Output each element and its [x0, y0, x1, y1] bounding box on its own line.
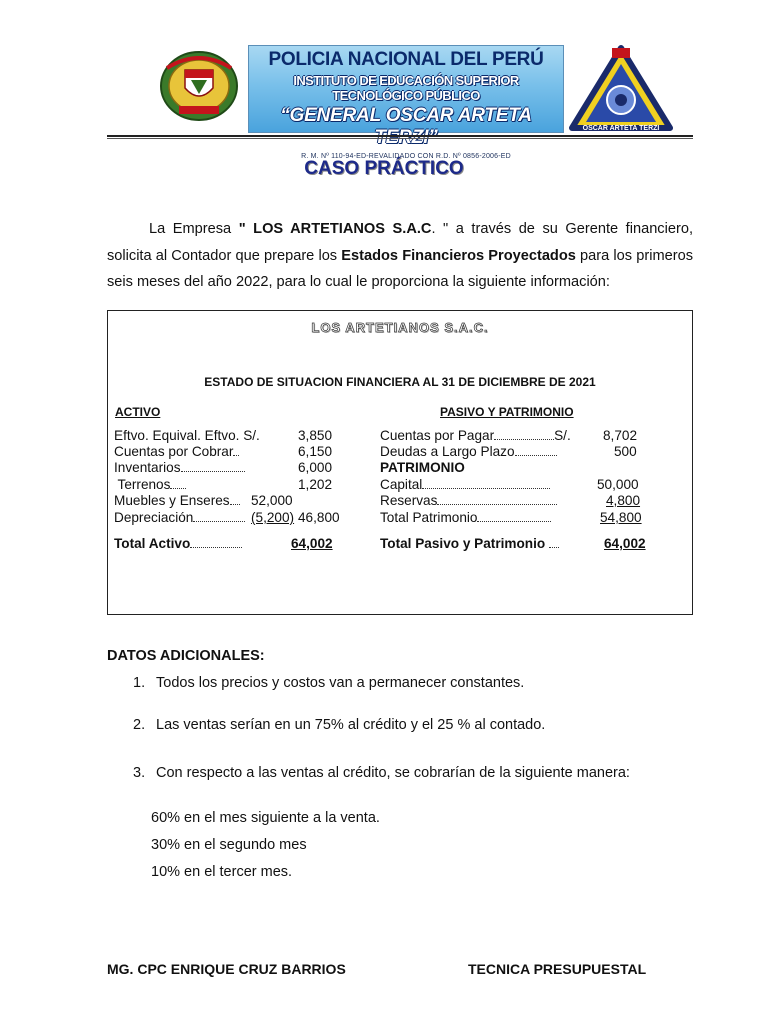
asset-subvalue: (5,200)	[251, 510, 295, 525]
statement-company-name: LOS ARTETIANOS S.A.C.	[311, 320, 489, 335]
collection-item: 60% en el mes siguiente a la venta.	[151, 810, 380, 826]
collection-item: 30% en el segundo mes	[151, 837, 307, 853]
liability-value: 8,702	[603, 428, 638, 443]
additional-data-heading: DATOS ADICIONALES:	[107, 648, 265, 664]
list-item: Todos los precios y costos van a permanecer constantes.	[156, 675, 525, 691]
list-item-number: 1.	[133, 675, 146, 691]
liability-value: 500	[614, 444, 637, 459]
equity-row: Total Patrimonio	[380, 510, 551, 526]
asset-row: Muebles y Enseres	[114, 493, 240, 509]
equity-row: Reservas	[380, 493, 557, 509]
total-liabilities-row: Total Pasivo y Patrimonio	[380, 536, 559, 552]
header-rule	[107, 135, 693, 137]
list-item: Con respecto a las ventas al crédito, se cobrarían de la siguiente manera:	[156, 765, 630, 781]
banner-line1: POLICIA NACIONAL DEL PERÚ	[268, 49, 544, 70]
banner-line3: “GENERAL OSCAR ARTETA	[280, 105, 532, 126]
list-item: Las ventas serían en un 75% al crédito y el 25 % al contado.	[156, 717, 546, 733]
police-crest-logo	[157, 48, 241, 122]
intro-text-1: La Empresa	[149, 221, 239, 237]
banner-line2: INSTITUTO DE EDUCACIÓN SUPERIOR TECNOLÓGICO PÚBLICO	[293, 73, 519, 103]
footer-author: MG. CPC ENRIQUE CRUZ BARRIOS	[107, 961, 346, 977]
right-seal-text: OSCAR ARTETA TERZI	[582, 125, 660, 132]
assets-heading: ACTIVO	[115, 405, 161, 419]
asset-value: 6,150	[298, 444, 333, 459]
asset-row: Cuentas por Cobrar	[114, 444, 239, 460]
equity-value: 50,000	[597, 477, 639, 492]
liabilities-heading: PASIVO Y PATRIMONIO	[440, 405, 574, 419]
asset-value: 1,202	[298, 477, 333, 492]
intro-text-2: . " a través de su Gerente financiero, solicita al Contador que prepare los	[107, 221, 693, 264]
institute-triangle-logo	[568, 44, 674, 134]
liability-row: Cuentas por Pagar S/.	[380, 428, 571, 443]
equity-row: Capital	[380, 477, 550, 493]
asset-value: 3,850	[298, 428, 333, 443]
total-assets-row: Total Activo	[114, 536, 242, 552]
asset-subvalue: 52,000	[251, 493, 293, 508]
liability-row: Deudas a Largo Plazo	[380, 444, 557, 460]
header-rule-thin	[107, 138, 693, 139]
asset-row: Depreciación	[114, 510, 245, 526]
intro-text-3: para los primeros seis meses del año 2022, para lo cual le proporciona la siguiente información:	[107, 247, 693, 290]
asset-row: Eftvo. Equival. Eftvo. S/.	[114, 428, 260, 443]
intro-bold-phrase: Estados Financieros Proyectados	[341, 247, 576, 264]
total-liabilities-value: 64,002	[604, 536, 646, 551]
page-title: CASO PRÁCTICO	[304, 158, 464, 179]
footer-course: TECNICA PRESUPUESTAL	[468, 961, 647, 977]
statement-title: ESTADO DE SITUACION FINANCIERA AL 31 DE DICIEMBRE DE 2021	[204, 375, 596, 389]
intro-paragraph	[107, 216, 693, 296]
institution-banner	[248, 45, 564, 160]
equity-value: 54,800	[600, 510, 642, 525]
intro-company: " LOS ARTETIANOS S.A.C	[238, 221, 432, 237]
asset-value: 46,800	[298, 510, 340, 525]
asset-value: 6,000	[298, 460, 333, 475]
asset-row: Inventarios	[114, 460, 245, 476]
list-item-number: 3.	[133, 765, 146, 781]
banner-line4: R. M. Nº 110-94-ED-REVALIDADO CON R.D. Nº 0856-2006-ED	[301, 153, 511, 160]
equity-value: 4,800	[606, 493, 641, 508]
total-assets-value: 64,002	[291, 536, 333, 551]
list-item-number: 2.	[133, 717, 146, 733]
asset-row: Terrenos	[114, 477, 186, 493]
equity-heading: PATRIMONIO	[380, 460, 465, 475]
collection-item: 10% en el tercer mes.	[151, 864, 293, 880]
